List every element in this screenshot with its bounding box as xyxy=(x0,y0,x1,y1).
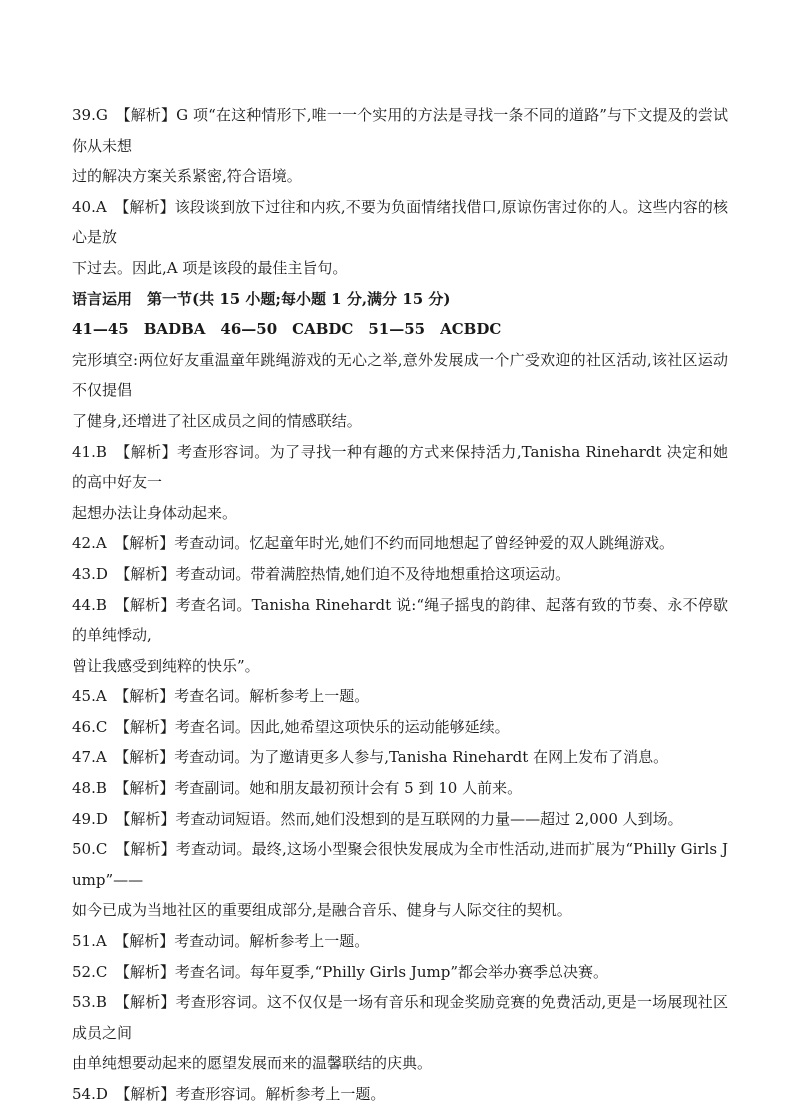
text-line: 41—45 BADBA 46—50 CABDC 51—55 ACBDC xyxy=(72,320,502,339)
text-line: 起想办法让身体动起来。 xyxy=(72,503,238,522)
answer-explanation xyxy=(72,528,728,559)
text-line: 曾让我感受到纯粹的快乐”。 xyxy=(72,656,260,675)
text-line: 由单纯想要动起来的愿望发展而来的温馨联结的庆典。 xyxy=(72,1054,433,1073)
text-line: 41.B 【解析】考查形容词。为了寻找一种有趣的方式来保持活力,Tanisha Rinehardt 决定和她的高中好友一 xyxy=(72,442,728,492)
text-line: 45.A 【解析】考查名词。解析参考上一题。 xyxy=(72,687,370,706)
answer-explanation xyxy=(72,804,728,835)
answer-key-page xyxy=(72,100,728,1110)
text-line: 了健身,还增进了社区成员之间的情感联结。 xyxy=(72,411,362,430)
text-line: 下过去。因此,A 项是该段的最佳主旨句。 xyxy=(72,258,348,277)
answer-explanation xyxy=(72,345,728,437)
text-line: 完形填空:两位好友重温童年跳绳游戏的无心之举,意外发展成一个广受欢迎的社区活动,该社区运动不仅提倡 xyxy=(72,350,728,400)
text-line: 46.C 【解析】考查名词。因此,她希望这项快乐的运动能够延续。 xyxy=(72,717,510,736)
text-line: 50.C 【解析】考查动词。最终,这场小型聚会很快发展成为全市性活动,进而扩展为“Philly Girls Jump”—— xyxy=(72,840,728,889)
answer-explanation xyxy=(72,926,728,957)
text-line: 52.C 【解析】考查名词。每年夏季,“Philly Girls Jump”都会举办赛季总决赛。 xyxy=(72,962,609,981)
section-heading xyxy=(72,314,728,345)
text-line: 47.A 【解析】考查动词。为了邀请更多人参与,Tanisha Rinehardt 在网上发布了消息。 xyxy=(72,748,669,767)
text-line: 语言运用 第一节(共 15 小题;每小题 1 分,满分 15 分) xyxy=(72,289,451,308)
text-line: 如今已成为当地社区的重要组成部分,是融合音乐、健身与人际交往的契机。 xyxy=(72,901,572,920)
answer-explanation xyxy=(72,712,728,743)
answer-explanation xyxy=(72,773,728,804)
text-line: 43.D 【解析】考查动词。带着满腔热情,她们迫不及待地想重拾这项运动。 xyxy=(72,564,571,583)
answer-explanation xyxy=(72,559,728,590)
text-line: 49.D 【解析】考查动词短语。然而,她们没想到的是互联网的力量——超过 2,000 人到场。 xyxy=(72,809,683,828)
answer-explanation xyxy=(72,100,728,192)
answer-explanation xyxy=(72,987,728,1079)
answer-explanation xyxy=(72,834,728,926)
answer-explanation xyxy=(72,590,728,682)
answer-explanation xyxy=(72,957,728,988)
text-line: 39.G 【解析】G 项“在这种情形下,唯一一个实用的方法是寻找一条不同的道路”与下文提及的尝试你从未想 xyxy=(72,106,728,155)
answer-explanation xyxy=(72,681,728,712)
text-line: 过的解决方案关系紧密,符合语境。 xyxy=(72,167,302,186)
text-line: 51.A 【解析】考查动词。解析参考上一题。 xyxy=(72,932,370,951)
answer-explanation xyxy=(72,192,728,284)
answer-explanation xyxy=(72,437,728,529)
text-line: 54.D 【解析】考查形容词。解析参考上一题。 xyxy=(72,1085,386,1103)
text-line: 48.B 【解析】考查副词。她和朋友最初预计会有 5 到 10 人前来。 xyxy=(72,779,523,798)
answer-explanation xyxy=(72,1079,728,1110)
section-heading xyxy=(72,284,728,315)
text-line: 53.B 【解析】考查形容词。这不仅仅是一场有音乐和现金奖励竞赛的免费活动,更是一场展现社区成员之间 xyxy=(72,993,728,1042)
text-line: 44.B 【解析】考查名词。Tanisha Rinehardt 说:“绳子摇曳的韵律、起落有致的节奏、永不停歇的单纯悸动, xyxy=(72,595,728,645)
text-line: 40.A 【解析】该段谈到放下过往和内疚,不要为负面情绪找借口,原谅伤害过你的人。这些内容的核心是放 xyxy=(72,197,728,247)
answer-explanation xyxy=(72,742,728,773)
text-line: 42.A 【解析】考查动词。忆起童年时光,她们不约而同地想起了曾经钟爱的双人跳绳游戏。 xyxy=(72,534,674,553)
